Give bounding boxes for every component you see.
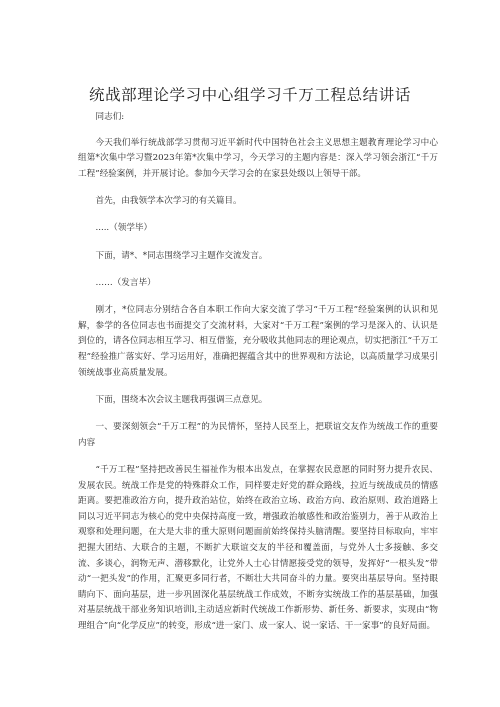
paragraph-section-1: “千万工程”坚持把改善民生福祉作为根本出发点，在掌握农民意愿的同时努力提升农民、发展农民。统战工作是党的特殊群众工作，同样要走好党的群众路线，拉近与统战成员的情感距离。要把准政治方向，提升政治站位，始终在政治立场、政治方向、政治原则、政治道路上同以习近平同志为核心的党中央保持高度一致，增强政治敏感性和政治鉴别力，善于从政治上观察和处理问题，在大是大非的重大原则问题面前始终保持头脑清醒。要坚持目标取向，牢牢把握大团结、大联合的主题，不断扩大联谊交友的半径和覆盖面，与党外人士多接触、多交流、多谈心，润物无声、潜移默化，让党外人士心甘情愿接受党的领导，发挥好“一根头发”带动“一把头发”的作用，汇聚更多同行者，不断壮大共同奋斗的力量。要突出基层导向。坚持眼睛向下、面向基层，进一步巩固深化基层统战工作成效，不断夯实统战工作的基层基础，加强对基层统战干部业务知识培训l,主动适应新时代统战工作新形势、新任务、新要求，实现由“物理组合”向“化学反应”的转变，形成“进一家门、成一家人、说一家话、干一家事”的良好局面。 [78,465,438,631]
paragraph-summary: 刚才，*位同志分别结合各自本职工作向大家交流了学习“千万工程”经验案例的认识和见解，参学的各位同志也书面提交了交流材料，大家对“千万工程”案例的学习是深入的、认识是到位的，请各位同志相互学习、相互借鉴，充分吸收其他同志的理论观点，切实把浙江“千万工程”经验推广落实好、学习运用好，准确把握蕴含其中的世界观和方法论，以高质量学习成果引领统战事业高质量发展。 [78,305,438,378]
paragraph-lead-reading: 首先，由我领学本次学习的有关篇目。 [95,196,242,207]
paragraph-speakers-done: ……（发言毕） [95,277,156,288]
section-heading-1: 一、要深刻领会“千万工程”的为民情怀，坚持人民至上，把联谊交友作为统战工作的重要内容 [78,422,438,448]
paragraph-lead-reading-done: .....（领学毕） [95,223,153,234]
document-title: 统战部理论学习中心组学习千万工程总结讲话 [88,86,411,104]
paragraph-three-points: 下面，围绕本次会议主题我再强调三点意见。 [95,394,268,405]
document-body [78,110,438,646]
paragraph-speakers: 下面，请*、*同志围绕学习主题作交流发言。 [95,250,268,261]
paragraph-intro: 今天我们举行统战部学习贯彻习近平新时代中国特色社会主义思想主题教育理论学习中心组第*次集中学习暨2023年第*次集中学习，今天学习的主题内容是：深入学习领会浙江“千万工程”经验案例，并开展讨论。参加今天学习会的在家县处级以上领导干部。 [78,137,438,179]
salutation: 同志们: [95,112,125,122]
